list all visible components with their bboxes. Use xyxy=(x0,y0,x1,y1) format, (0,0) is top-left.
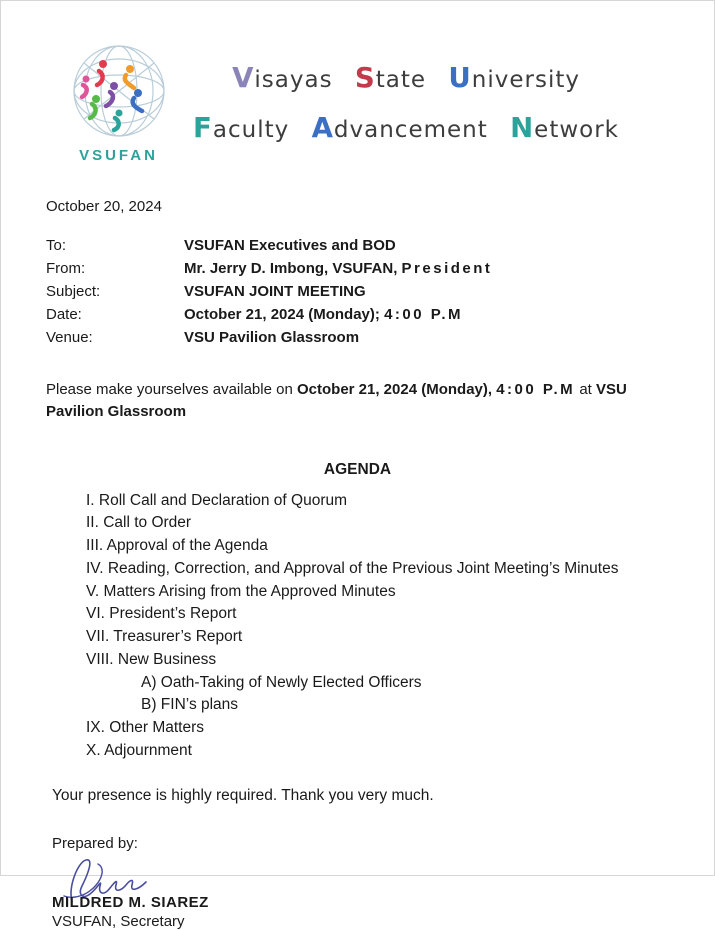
title-word: Network xyxy=(510,111,619,144)
agenda-item: II. Call to Order xyxy=(86,514,192,532)
memo-label: Date: xyxy=(46,306,82,323)
memo-label: Venue: xyxy=(46,329,93,346)
agenda-item: VIII. New Business xyxy=(86,650,217,668)
memo-value: Mr. Jerry D. Imbong, VSUFAN, President xyxy=(184,260,493,277)
agenda-title: AGENDA xyxy=(323,460,392,478)
notice-paragraph: Please make yourselves available on October 21, 2024 (Monday), 4:00 P.M at VSU Pavilion Glassroom xyxy=(46,381,627,420)
title-word: Advancement xyxy=(311,111,488,144)
memo-row-venue xyxy=(46,329,669,347)
memo-fields xyxy=(46,237,669,347)
agenda-subitem: B) FIN’s plans xyxy=(141,696,239,714)
memo-body xyxy=(1,198,714,930)
title-word: University xyxy=(448,61,580,94)
memo-value: October 21, 2024 (Monday); 4:00 P.M xyxy=(184,306,463,323)
closing-line: Your presence is highly required. Thank you very much. xyxy=(52,787,434,805)
agenda-subitem: A) Oath-Taking of Newly Elected Officers xyxy=(141,673,422,691)
memo-row-subject xyxy=(46,283,669,301)
agenda-item: III. Approval of the Agenda xyxy=(86,537,268,555)
title-word: State xyxy=(354,61,427,94)
agenda-item: IX. Other Matters xyxy=(86,719,205,737)
cap-letter: S xyxy=(354,61,376,94)
signature-block xyxy=(46,835,669,930)
cap-letter: U xyxy=(448,61,472,94)
memo-row-from xyxy=(46,260,669,278)
memo-label: Subject: xyxy=(46,283,101,300)
agenda-item: IV. Reading, Correction, and Approval of the Previous Joint Meeting’s Minutes xyxy=(86,559,619,577)
agenda-list xyxy=(46,493,669,760)
vsufan-logo xyxy=(51,41,186,164)
memo-value: VSUFAN Executives and BOD xyxy=(184,237,396,254)
cap-letter: V xyxy=(232,61,255,94)
memo-value: VSU Pavilion Glassroom xyxy=(184,329,360,346)
memo-row-date xyxy=(46,306,669,324)
agenda-item: V. Matters Arising from the Approved Minutes xyxy=(86,582,396,600)
cap-letter: F xyxy=(193,111,213,144)
memo-value: VSUFAN JOINT MEETING xyxy=(184,283,366,300)
cap-letter: N xyxy=(510,111,535,144)
title-word: Visayas xyxy=(232,61,333,94)
university-title xyxy=(186,41,626,161)
memo-row-to xyxy=(46,237,669,255)
title-line-1 xyxy=(186,61,626,94)
memo-label: From: xyxy=(46,260,86,277)
preparer-name: MILDRED M. SIAREZ xyxy=(52,894,209,912)
globe-icon xyxy=(56,41,182,145)
logo-wordmark: VSUFAN xyxy=(79,147,158,164)
date-line: October 20, 2024 xyxy=(46,198,162,215)
agenda-item: I. Roll Call and Declaration of Quorum xyxy=(86,491,348,509)
prepared-by-label: Prepared by: xyxy=(52,835,138,853)
letterhead xyxy=(1,1,714,164)
memo-label: To: xyxy=(46,237,67,254)
agenda-item: VII. Treasurer’s Report xyxy=(86,628,243,646)
agenda-item: X. Adjournment xyxy=(86,741,192,759)
title-word: Faculty xyxy=(193,111,290,144)
preparer-role: VSUFAN, Secretary xyxy=(52,913,185,930)
title-line-2 xyxy=(186,111,626,144)
cap-letter: A xyxy=(311,111,334,144)
agenda-item: VI. President’s Report xyxy=(86,605,237,623)
